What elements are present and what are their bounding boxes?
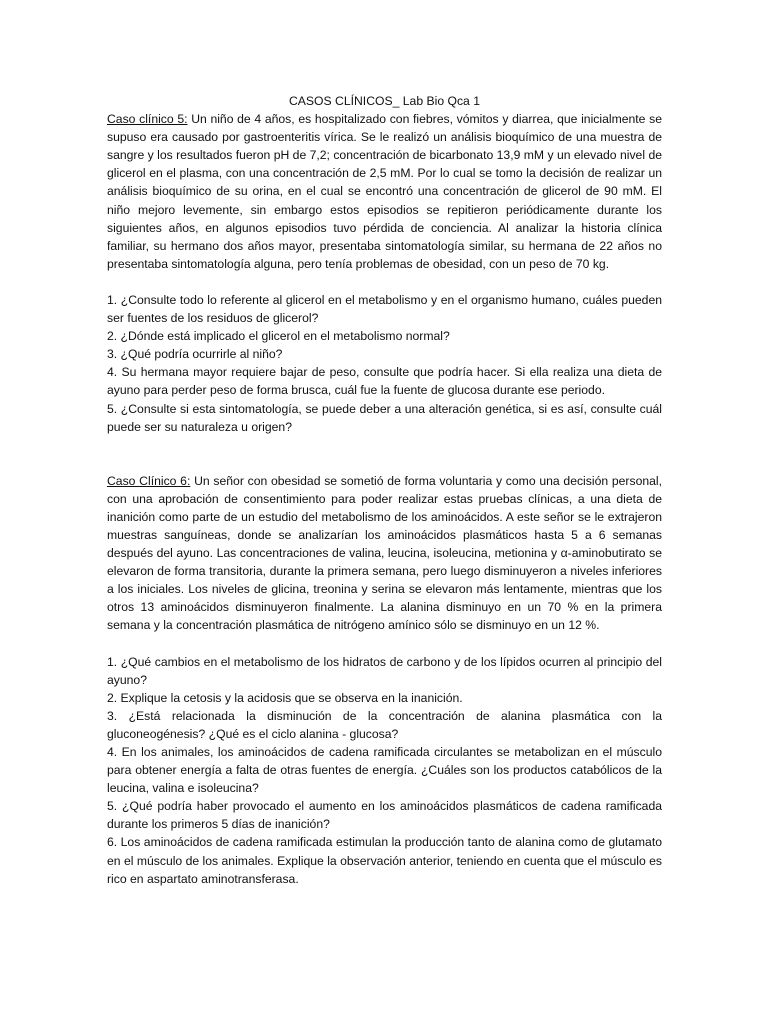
case-6-question-5: 5. ¿Qué podría haber provocado el aumento en los aminoácidos plasmáticos de cadena ramificada durante los primeros 5 días de inanición? [107,799,662,832]
case-6-description [107,472,662,635]
case-5-questions [107,291,662,436]
case-5-text: Un niño de 4 años, es hospitalizado con fiebres, vómitos y diarrea, que inicialmente se supuso era causado por gastroenteritis vírica. Se le realizó un análisis bioquímico de una muestra de sangre y los resultados fueron pH de 7,2; concentración de bicarbonato 13,9 mM y un elevado nivel de glicerol en el plasma, con una concentración de 2,5 mM. Por lo cual se tomo la decisión de realizar un análisis bioquímico de su orina, en el cual se encontró una concentración de glicerol de 90 mM. El niño mejoro levemente, sin embargo estos episodios se repitieron periódicamente durante los siguientes años, en algunos episodios tuvo pérdida de conciencia. Al analizar la historia clínica familiar, su hermano dos años mayor, presentaba sintomatología similar, su hermana de 22 años no presentaba sintomatología alguna, pero tenía problemas de obesidad, con un peso de 70 kg. [107,112,662,271]
document-title: CASOS CLÍNICOS_ Lab Bio Qca 1 [288,94,481,108]
spacer [107,273,662,291]
case-6-question-4: 4. En los animales, los aminoácidos de cadena ramificada circulantes se metabolizan en el músculo para obtener energía a falta de otras fuentes de energía. ¿Cuáles son los productos catabólicos de la leucina, valina e isoleucina? [107,745,662,796]
case-5-question-3: 3. ¿Qué podría ocurrirle al niño? [107,347,283,362]
case-6-question-2: 2. Explique la cetosis y la acidosis que se observa en la inanición. [107,690,463,705]
case-6-questions [107,653,662,888]
case-6-question-6: 6. Los aminoácidos de cadena ramificada estimulan la producción tanto de alanina como de glutamato en el músculo de los animales. Explique la observación anterior, teniendo en cuenta que el músculo es rico en aspartato aminotransferasa. [107,835,662,886]
case-5-question-2: 2. ¿Dónde está implicado el glicerol en el metabolismo normal? [107,329,450,344]
case-5-question-1: 1. ¿Consulte todo lo referente al glicerol en el metabolismo y en el organismo humano, cuáles pueden ser fuentes de los residuos de glicerol? [107,292,662,326]
case-6-question-1: 1. ¿Qué cambios en el metabolismo de los hidratos de carbono y de los lípidos ocurren al principio del ayuno? [107,654,662,687]
case-5-question-4: 4. Su hermana mayor requiere bajar de peso, consulte que podría hacer. Si ella realiza una dieta de ayuno para perder peso de forma brusca, cuál fue la fuente de glucosa durante ese periodo. [107,365,662,398]
case-6-question-3: 3. ¿Está relacionada la disminución de la concentración de alanina plasmática con la gluconeogénesis? ¿Qué es el ciclo alanina - glucosa? [107,708,662,741]
case-5-question-5: 5. ¿Consulte si esta sintomatología, se puede deber a una alteración genética, si es así, consulte cuál puede ser su naturaleza u origen? [107,401,662,434]
case-5-label: Caso clínico 5: [107,112,188,127]
case-5-description [107,110,662,273]
case-6-text: Un señor con obesidad se sometió de forma voluntaria y como una decisión personal, con una aprobación de consentimiento para poder realizar estas pruebas clínicas, a una dieta de inanición como parte de un estudio del metabolismo de los aminoácidos. A este señor se le extrajeron muestras sanguíneas, donde se analizarían los aminoácidos plasmáticos hasta 5 a 6 semanas después del ayuno. Las concentraciones de valina, leucina, isoleucina, metionina y α-aminobutirato se elevaron de forma transitoria, durante la primera semana, pero luego disminuyeron a niveles inferiores a los iniciales. Los niveles de glicina, treonina y serina se elevaron más lentamente, mientras que los otros 13 aminoácidos disminuyeron finalmente. La alanina disminuyo en un 70 % en la primera semana y la concentración plasmática de nitrógeno amínico sólo se disminuyo en un 12 %. [107,473,662,633]
spacer [107,436,662,472]
spacer [107,635,662,653]
case-6-label: Caso Clínico 6: [107,473,191,488]
